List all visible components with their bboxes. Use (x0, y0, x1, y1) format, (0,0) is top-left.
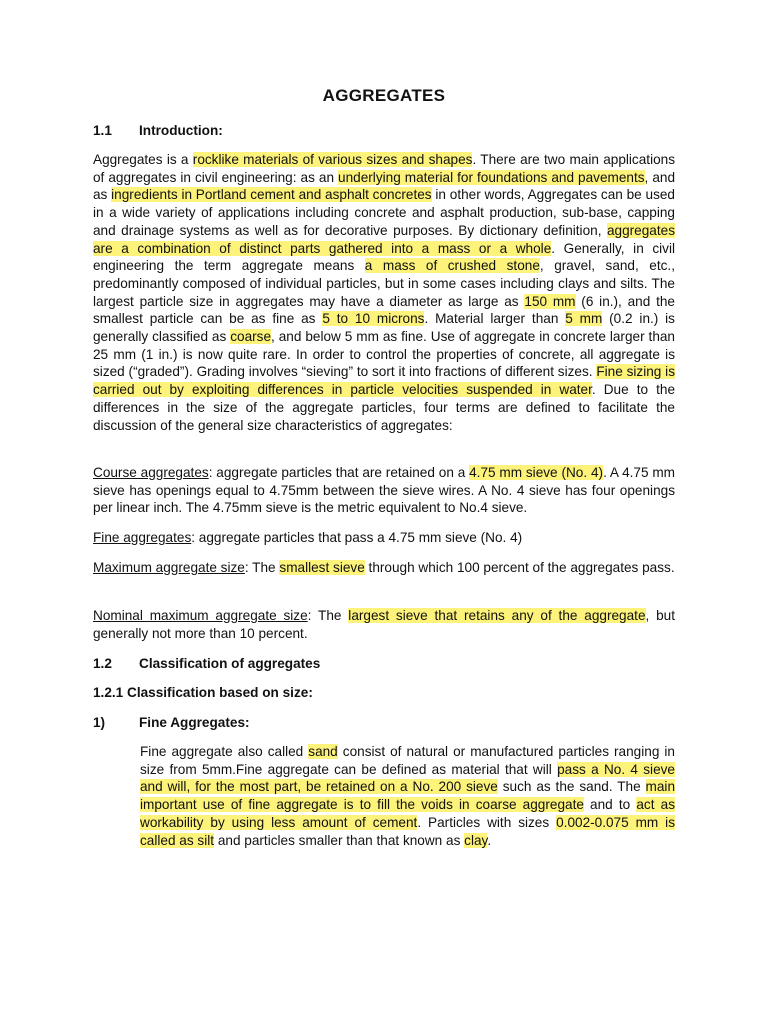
text-run: . Due to the differences in the size of the aggregate particles, four terms are defined to facilitate the discussion of the general size characteristics of aggregates: (93, 382, 676, 433)
text-run: consist of natural or manufactured particles ranging in size from 5mm.Fine aggregate can be defined as material that will (140, 744, 675, 777)
page-title: AGGREGATES (322, 86, 446, 105)
text-run: and to (583, 797, 637, 813)
text-run: and particles smaller than that known as (214, 832, 465, 848)
text-run: (6 in.), and the smallest particle can be as fine as (93, 293, 675, 327)
list-label: Fine Aggregates: (139, 715, 250, 730)
section-heading-classification (93, 655, 675, 673)
underlined-term: Fine aggregates (93, 530, 192, 545)
section-number: 1.1 (93, 123, 112, 138)
list-number: 1) (93, 715, 106, 730)
text-run: . A 4.75 mm sieve has openings equal to 4.75mm between the sieve wires. A No. 4 sieve has four openings per linear inch. The 4.75mm sieve is the metric equivalent to No.4 sieve. (93, 465, 676, 516)
course-aggregates-definition (93, 464, 675, 517)
section-label: Classification of aggregates (139, 656, 321, 671)
highlighted-text: main important use of fine aggregate is to fill the voids in coarse aggregate (140, 779, 676, 813)
maximum-aggregate-size-definition (93, 559, 675, 577)
list-heading-fine-aggregates (93, 714, 675, 732)
section-number: 1.2 (93, 656, 112, 671)
highlighted-text: 4.75 mm sieve (No. 4) (469, 465, 604, 480)
highlighted-text: largest sieve that retains any of the aggregate (348, 608, 646, 623)
highlighted-text: act as workability by using less amount of cement (140, 797, 675, 830)
underlined-term: Course aggregates (93, 465, 209, 480)
text-run: , and as (93, 169, 676, 203)
highlighted-text: aggregates are a combination of distinct parts gathered into a mass or a whole (93, 222, 675, 256)
text-run: : The (244, 560, 280, 575)
text-run: . There are two main applications of aggregates in civil engineering: as an (93, 152, 676, 185)
text-run: , and below 5 mm as fine. Use of aggregate in concrete larger than 25 mm (1 in.) is now quite rare. In order to control the properties of concrete, all aggregate is sized (“graded”). Grading involves “sieving” to sort it into fractions of different sizes. (93, 329, 675, 380)
fine-aggregates-paragraph (140, 743, 675, 849)
text-run: . (487, 832, 492, 848)
highlighted-text: Fine sizing is carried out by exploiting differences in particle velocities suspended in water (93, 364, 675, 398)
underlined-term: Nominal maximum aggregate size (93, 608, 308, 623)
section-heading-introduction (93, 122, 675, 140)
subsection-heading-size: 1.2.1 Classification based on size: (93, 685, 313, 700)
text-run: Aggregates is a (93, 152, 193, 167)
text-run: . Material larger than (424, 311, 566, 327)
highlighted-text: 0.002-0.075 mm is called as silt (140, 814, 675, 848)
text-run: : aggregate particles that pass a 4.75 mm sieve (No. 4) (191, 530, 523, 545)
highlighted-text: clay (464, 832, 488, 848)
highlighted-text: ingredients in Portland cement and asphalt concretes (111, 187, 432, 203)
nominal-maximum-aggregate-size-definition (93, 607, 675, 642)
highlighted-text: 5 mm (565, 311, 603, 327)
highlighted-text: rocklike materials of various sizes and shapes (192, 152, 473, 167)
highlighted-text: 5 to 10 microns (322, 311, 425, 327)
text-run: , but generally not more than 10 percent. (93, 608, 676, 641)
text-run: such as the sand. The (497, 779, 646, 795)
text-run: through which 100 percent of the aggregates pass. (364, 560, 675, 575)
fine-aggregates-definition (93, 529, 675, 547)
text-run: (0.2 in.) is generally classified as (93, 311, 675, 345)
underlined-term: Maximum aggregate size (93, 560, 245, 575)
text-run: : aggregate particles that are retained on a (208, 465, 470, 480)
text-run: , gravel, sand, etc., predominantly composed of individual particles, but in some cases including clays and silts. The largest particle size in aggregates may have a diameter as large as (93, 258, 675, 309)
highlighted-text: a mass of crushed stone (364, 258, 540, 274)
section-label: Introduction: (139, 123, 223, 138)
text-run: Fine aggregate also called (140, 744, 309, 759)
intro-paragraph (93, 151, 675, 434)
text-run: . Particles with sizes (417, 814, 557, 830)
highlighted-text: pass a No. 4 sieve and will, for the most part, be retained on a No. 200 sieve (140, 761, 675, 795)
highlighted-text: smallest sieve (279, 560, 365, 575)
text-run: in other words, Aggregates can be used in a wide variety of applications including concrete and asphalt production, sub-base, capping and drainage systems as well as for decorative purposes. By dictionary definition, (93, 187, 675, 238)
highlighted-text: sand (308, 744, 338, 759)
highlighted-text: underlying material for foundations and pavements (338, 169, 645, 185)
text-run: : The (307, 608, 349, 623)
text-run: . Generally, in civil engineering the term aggregate means (93, 240, 675, 274)
highlighted-text: coarse (230, 329, 272, 345)
highlighted-text: 150 mm (524, 293, 576, 309)
